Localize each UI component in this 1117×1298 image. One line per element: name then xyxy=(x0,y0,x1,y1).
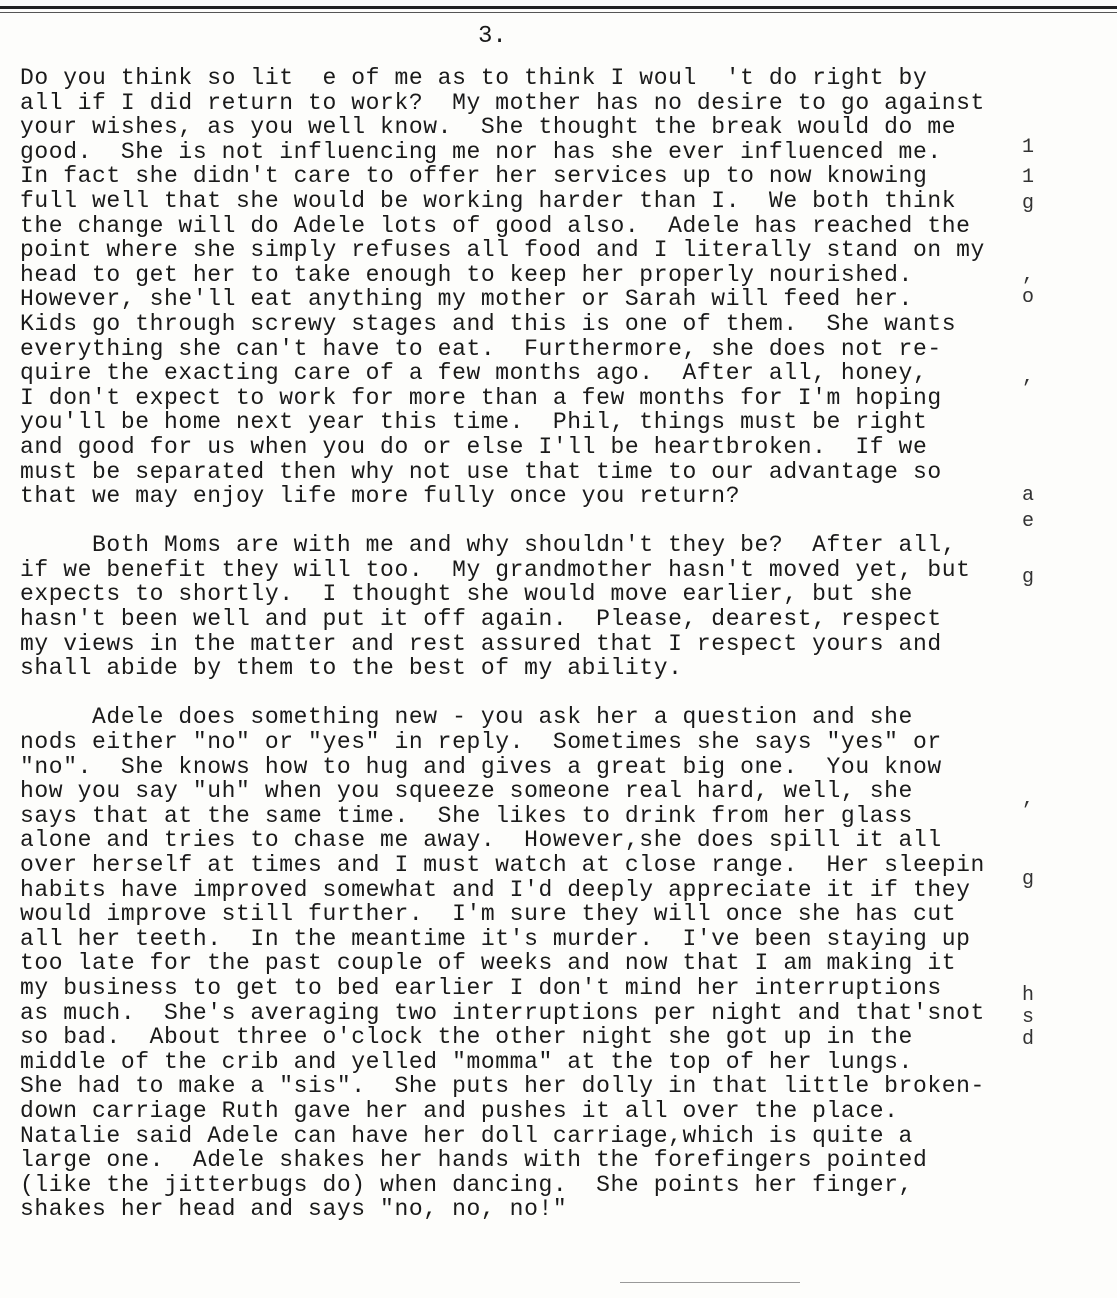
margin-mark: , xyxy=(1022,788,1035,811)
margin-mark: g xyxy=(1022,192,1035,215)
margin-mark: 1 xyxy=(1022,136,1035,159)
text-line: over herself at times and I must watch at close range. Her sleepin xyxy=(20,852,985,878)
text-line: Adele does something new - you ask her a question and she xyxy=(20,704,913,731)
text-line: says that at the same time. She likes to drink from her glass xyxy=(20,802,913,829)
text-line: large one. Adele shakes her hands with the forefingers pointed xyxy=(20,1147,928,1174)
text-line: head to get her to take enough to keep her properly nourished. xyxy=(20,261,913,288)
text-line: must be separated then why not use that time to our advantage so xyxy=(20,458,942,485)
text-line: Do you think so lit e of me as to think I woul 't do right by xyxy=(20,65,928,91)
text-line: everything she can't have to eat. Furthermore, she does not re- xyxy=(20,335,942,362)
right-margin-bleedthrough xyxy=(1022,0,1062,1298)
text-line: (like the jitterbugs do) when dancing. She points her finger, xyxy=(20,1171,913,1198)
text-line: point where she simply refuses all food and I literally stand on my xyxy=(20,237,985,264)
text-line: habits have improved somewhat and I'd deeply appreciate it if they xyxy=(20,876,971,903)
text-line: my business to get to bed earlier I don't mind her interruptions xyxy=(20,974,942,1001)
top-border-line-thin xyxy=(0,12,1117,13)
text-line: Natalie said Adele can have her doll carriage,which is quite a xyxy=(20,1122,913,1149)
text-line: nods either "no" or "yes" in reply. Sometimes she says "yes" or xyxy=(20,729,942,756)
text-line: expects to shortly. I thought she would move earlier, but she xyxy=(20,581,913,608)
paragraph xyxy=(20,705,1030,1221)
top-border-line xyxy=(0,6,1117,9)
text-line: as much. She's averaging two interruptions per night and that'snot xyxy=(20,999,985,1026)
paragraph-gap xyxy=(20,681,1030,706)
text-line: the change will do Adele lots of good also. Adele has reached the xyxy=(20,212,971,239)
margin-mark: g xyxy=(1022,868,1035,891)
margin-mark: d xyxy=(1022,1028,1035,1051)
text-line: shall abide by them to the best of my ability. xyxy=(20,655,683,682)
text-line: too late for the past couple of weeks and now that I am making it xyxy=(20,950,957,977)
margin-mark: , xyxy=(1022,366,1035,389)
margin-mark: 1 xyxy=(1022,166,1035,189)
margin-mark: o xyxy=(1022,286,1035,309)
text-line: I don't expect to work for more than a few months for I'm hoping xyxy=(20,384,942,411)
bottom-scan-line xyxy=(620,1282,800,1283)
text-line: so bad. About three o'clock the other night she got up in the xyxy=(20,1024,913,1051)
text-line: your wishes, as you well know. She thought the break would do me xyxy=(20,114,957,141)
text-line: and good for us when you do or else I'll be heartbroken. If we xyxy=(20,433,928,460)
text-line: if we benefit they will too. My grandmother hasn't moved yet, but xyxy=(20,556,971,583)
text-line: all if I did return to work? My mother has no desire to go against xyxy=(20,89,985,116)
text-line: In fact she didn't care to offer her services up to now knowing xyxy=(20,163,928,190)
text-line: middle of the crib and yelled "momma" at the top of her lungs. xyxy=(20,1048,913,1075)
text-line: how you say "uh" when you squeeze someone real hard, well, she xyxy=(20,778,913,805)
text-line: that we may enjoy life more fully once you return? xyxy=(20,483,741,510)
letter-body xyxy=(20,66,1030,1222)
text-line: alone and tries to chase me away. However,she does spill it all xyxy=(20,827,942,854)
text-line: However, she'll eat anything my mother or Sarah will feed her. xyxy=(20,286,913,313)
text-line: She had to make a "sis". She puts her dolly in that little broken- xyxy=(20,1073,985,1100)
text-line: Kids go through screwy stages and this is one of them. She wants xyxy=(20,310,957,337)
margin-mark: g xyxy=(1022,566,1035,589)
text-line: my views in the matter and rest assured that I respect yours and xyxy=(20,630,942,657)
text-line: shakes her head and says "no, no, no!" xyxy=(20,1196,568,1223)
margin-mark: e xyxy=(1022,510,1035,533)
text-line: would improve still further. I'm sure they will once she has cut xyxy=(20,901,957,928)
paragraph xyxy=(20,533,1030,681)
text-line: good. She is not influencing me nor has she ever influenced me. xyxy=(20,138,942,165)
text-line: all her teeth. In the meantime it's murder. I've been staying up xyxy=(20,925,971,952)
text-line: hasn't been well and put it off again. Please, dearest, respect xyxy=(20,606,942,633)
text-line: "no". She knows how to hug and gives a great big one. You know xyxy=(20,753,942,780)
text-line: Both Moms are with me and why shouldn't they be? After all, xyxy=(20,532,957,559)
margin-mark: s xyxy=(1022,1006,1035,1029)
text-line: quire the exacting care of a few months ago. After all, honey, xyxy=(20,360,928,387)
text-line: full well that she would be working harder than I. We both think xyxy=(20,187,957,214)
margin-mark: h xyxy=(1022,984,1035,1007)
paragraph-gap xyxy=(20,509,1030,534)
margin-mark: , xyxy=(1022,264,1035,287)
page-number: 3. xyxy=(478,23,507,50)
margin-mark: a xyxy=(1022,484,1035,507)
text-line: down carriage Ruth gave her and pushes it all over the place. xyxy=(20,1097,899,1124)
text-line: you'll be home next year this time. Phil, things must be right xyxy=(20,409,928,436)
paragraph xyxy=(20,66,1030,509)
